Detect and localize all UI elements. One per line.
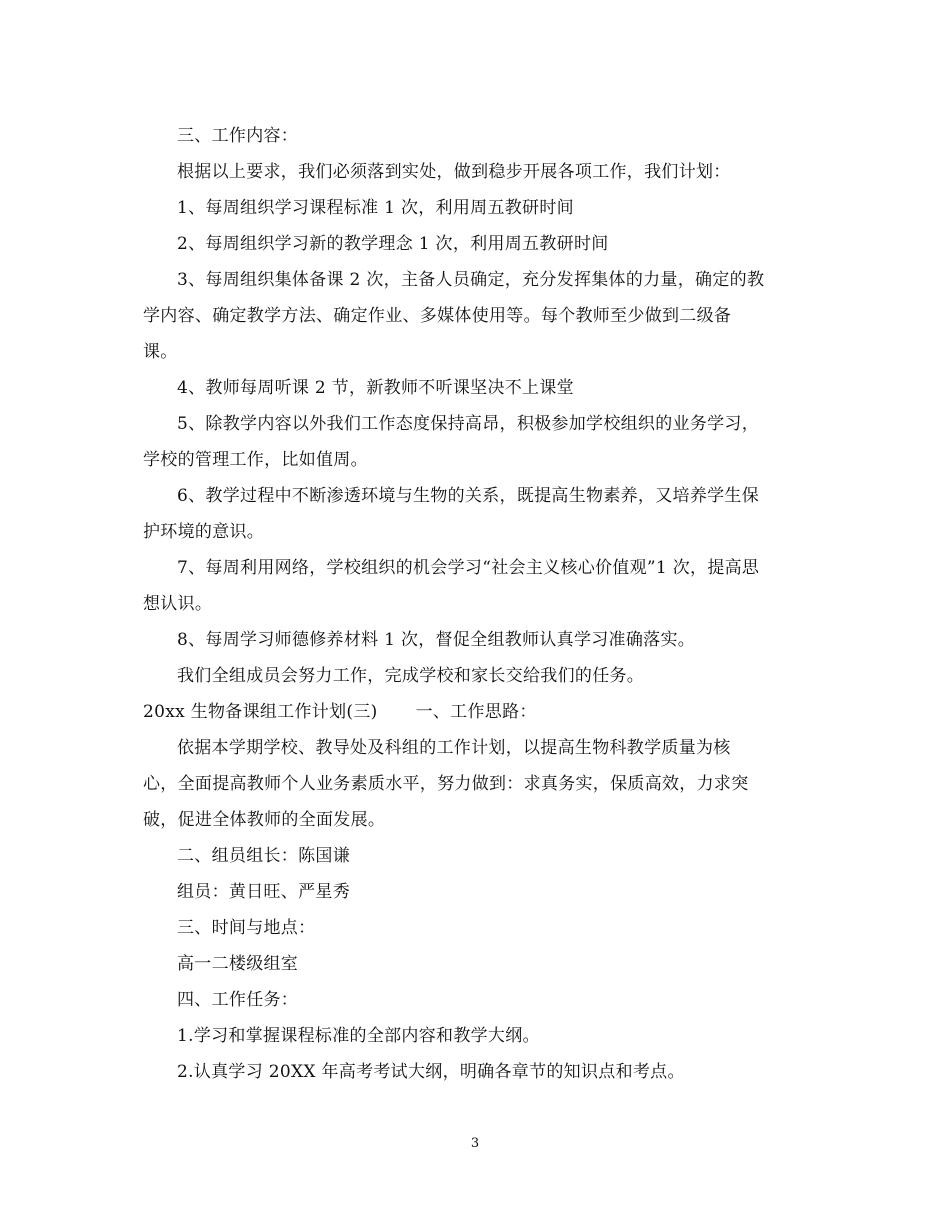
closing-paragraph: 我们全组成员会努力工作，完成学校和家长交给我们的任务。 (177, 666, 645, 686)
list-item-3-line-1: 3、每周组织集体备课 2 次，主备人员确定，充分发挥集体的力量，确定的教 (177, 270, 765, 290)
list-item-1: 1、每周组织学习课程标准 1 次，利用周五教研时间 (177, 198, 574, 218)
list-item-3-line-2: 学内容、确定教学方法、确定作业、多媒体使用等。每个教师至少做到二级备 (143, 306, 732, 326)
list-item-6-line-2: 护环境的意识。 (143, 522, 265, 542)
list-item-3-line-3: 课。 (143, 342, 178, 362)
heading-work-content: 三、工作内容： (177, 126, 299, 146)
list-item-7-line-2: 想认识。 (143, 594, 213, 614)
document-body (143, 118, 813, 1090)
list-item-4: 4、教师每周听课 2 节，新教师不听课坚决不上课堂 (177, 378, 574, 398)
task-item-1: 1.学习和掌握课程标准的全部内容和教学大纲。 (177, 1026, 540, 1046)
list-item-7-line-1: 7、每周利用网络，学校组织的机会学习“社会主义核心价值观”1 次，提高思 (177, 558, 760, 578)
heading-work-tasks: 四、工作任务： (177, 990, 299, 1010)
section-subheading: 一、工作思路： (415, 702, 537, 722)
location: 高一二楼级组室 (177, 954, 299, 974)
list-item-2: 2、每周组织学习新的教学理念 1 次，利用周五教研时间 (177, 234, 609, 254)
work-idea-line-3: 破，促进全体教师的全面发展。 (143, 810, 386, 830)
group-members: 组员：黄日旺、严星秀 (177, 882, 350, 902)
work-idea-line-1: 依据本学期学校、教导处及科组的工作计划，以提高生物科教学质量为核 (177, 738, 731, 758)
heading-time-place: 三、时间与地点： (177, 918, 316, 938)
section-heading (143, 694, 813, 730)
group-leader: 二、组员组长：陈国谦 (177, 846, 350, 866)
paragraph-line: 根据以上要求，我们必须落到实处，做到稳步开展各项工作，我们计划： (177, 162, 731, 182)
list-item-8: 8、每周学习师德修养材料 1 次，督促全组教师认真学习准确落实。 (177, 630, 696, 650)
work-idea-line-2: 心，全面提高教师个人业务素质水平，努力做到：求真务实，保质高效，力求突 (143, 774, 749, 794)
list-item-6-line-1: 6、教学过程中不断渗透环境与生物的关系，既提高生物素养，又培养学生保 (177, 486, 760, 506)
list-item-5-line-2: 学校的管理工作，比如值周。 (143, 450, 368, 470)
task-item-2: 2.认真学习 20XX 年高考考试大纲，明确各章节的知识点和考点。 (177, 1062, 685, 1082)
section-title: 20xx 生物备课组工作计划(三) (143, 702, 378, 722)
list-item-5-line-1: 5、除教学内容以外我们工作态度保持高昂，积极参加学校组织的业务学习， (177, 414, 760, 434)
page-number: 3 (470, 1136, 480, 1151)
